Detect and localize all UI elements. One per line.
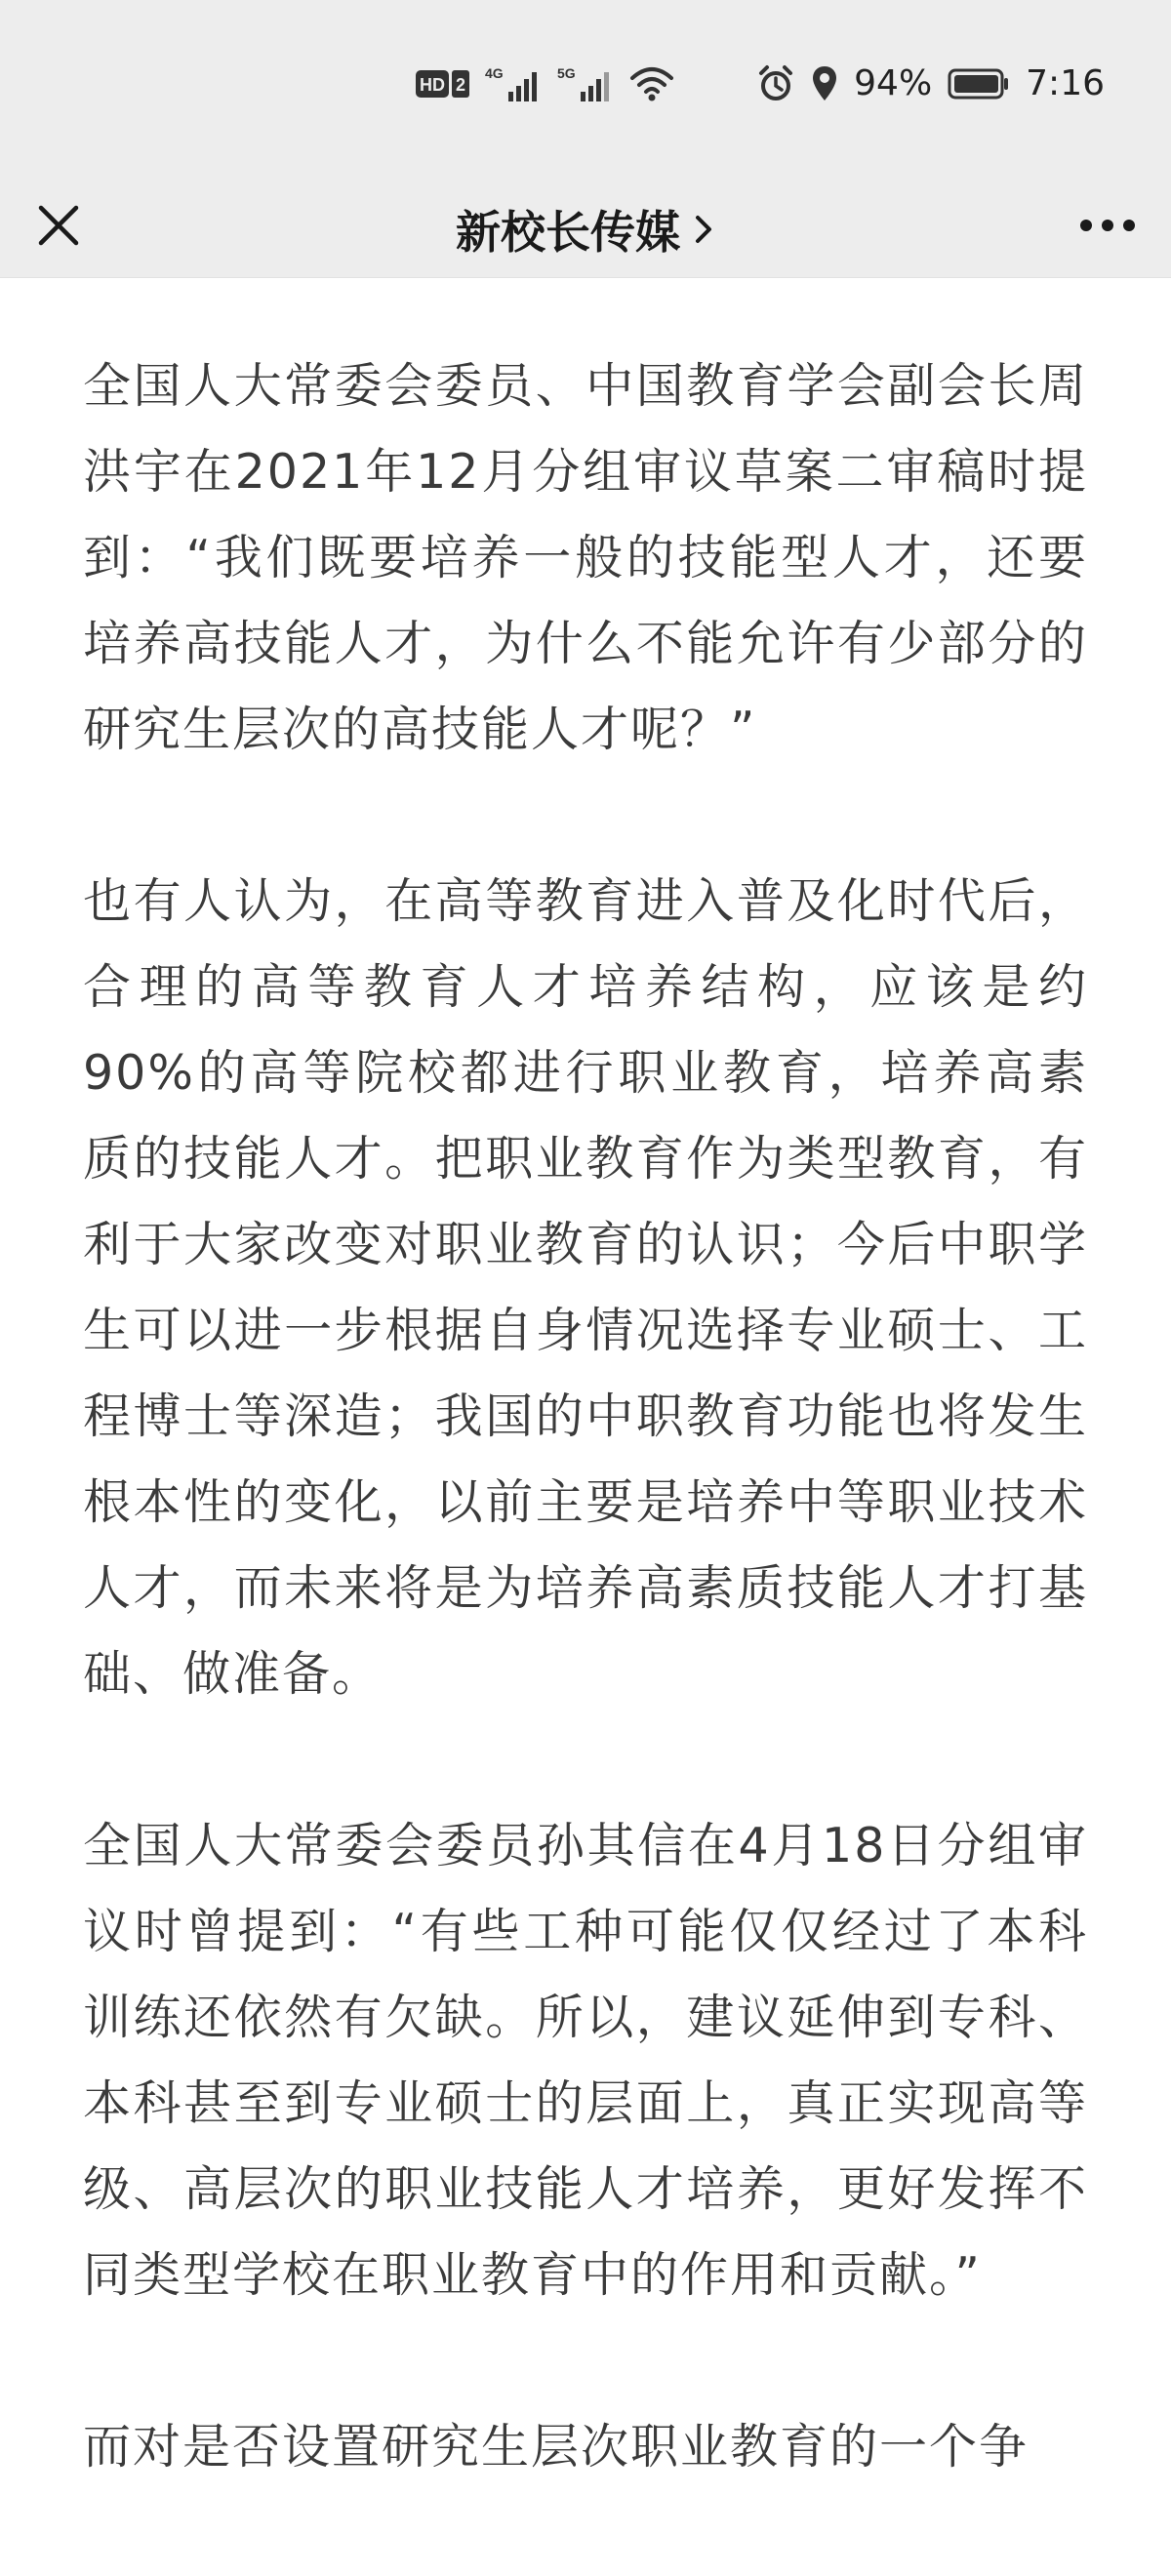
signal-5g-icon <box>557 64 616 103</box>
clock-time: 7:16 <box>1026 63 1105 103</box>
account-title-link[interactable] <box>0 197 1171 262</box>
paragraph-2: 也有人认为，在高等教育进入普及化时代后，合理的高等教育人才培养结构，应该是约90%的高等院校都进行职业教育，培养高素质的技能人才。把职业教育作为类型教育，有利于大家改变对职业教育的认识；今后中职学生可以进一步根据自身情况选择专业硕士、工程博士等深造；我国的中职教育功能也将发生根本性的变化，以前主要是培养中等职业技术人才，而未来将是为培养高素质技能人才打基础、做准备。 <box>83 873 1088 1702</box>
status-left <box>415 64 674 103</box>
wifi-icon <box>629 64 674 103</box>
battery-percent: 94% <box>854 63 933 103</box>
battery-icon <box>948 67 1010 101</box>
article-body <box>83 343 1088 2576</box>
hd-text: HD <box>420 75 445 95</box>
chevron-right-icon <box>692 210 715 249</box>
status-right <box>756 64 1105 103</box>
more-icon <box>1073 194 1142 257</box>
paragraph-4: 而对是否设置研究生层次职业教育的一个争 <box>83 2419 1030 2475</box>
signal-4g-icon <box>485 64 544 103</box>
nav-bar <box>0 174 1171 278</box>
status-bar <box>0 0 1171 174</box>
article-content[interactable] <box>0 277 1171 2576</box>
hd-icon <box>415 68 471 100</box>
signal-2-label: 5G <box>557 65 576 81</box>
sim-badge: 2 <box>455 75 466 95</box>
paragraph-3: 全国人大常委会委员孙其信在4月18日分组审议时曾提到：“有些工种可能仅仅经过了本科训练还依然有欠缺。所以，建议延伸到专科、本科甚至到专业硕士的层面上，真正实现高等级、高层次的职业技能人才培养，更好发挥不同类型学校在职业教育中的作用和贡献。” <box>83 1818 1088 2303</box>
paragraph-1: 全国人大常委会委员、中国教育学会副会长周洪宇在2021年12月分组审议草案二审稿时提到：“我们既要培养一般的技能型人才，还要培养高技能人才，为什么不能允许有少部分的研究生层次的高技能人才呢？” <box>83 358 1088 757</box>
location-icon <box>811 64 838 103</box>
alarm-icon <box>756 64 795 103</box>
signal-1-label: 4G <box>485 65 504 81</box>
page-title: 新校长传媒 <box>456 206 680 259</box>
more-button[interactable] <box>1073 194 1142 257</box>
